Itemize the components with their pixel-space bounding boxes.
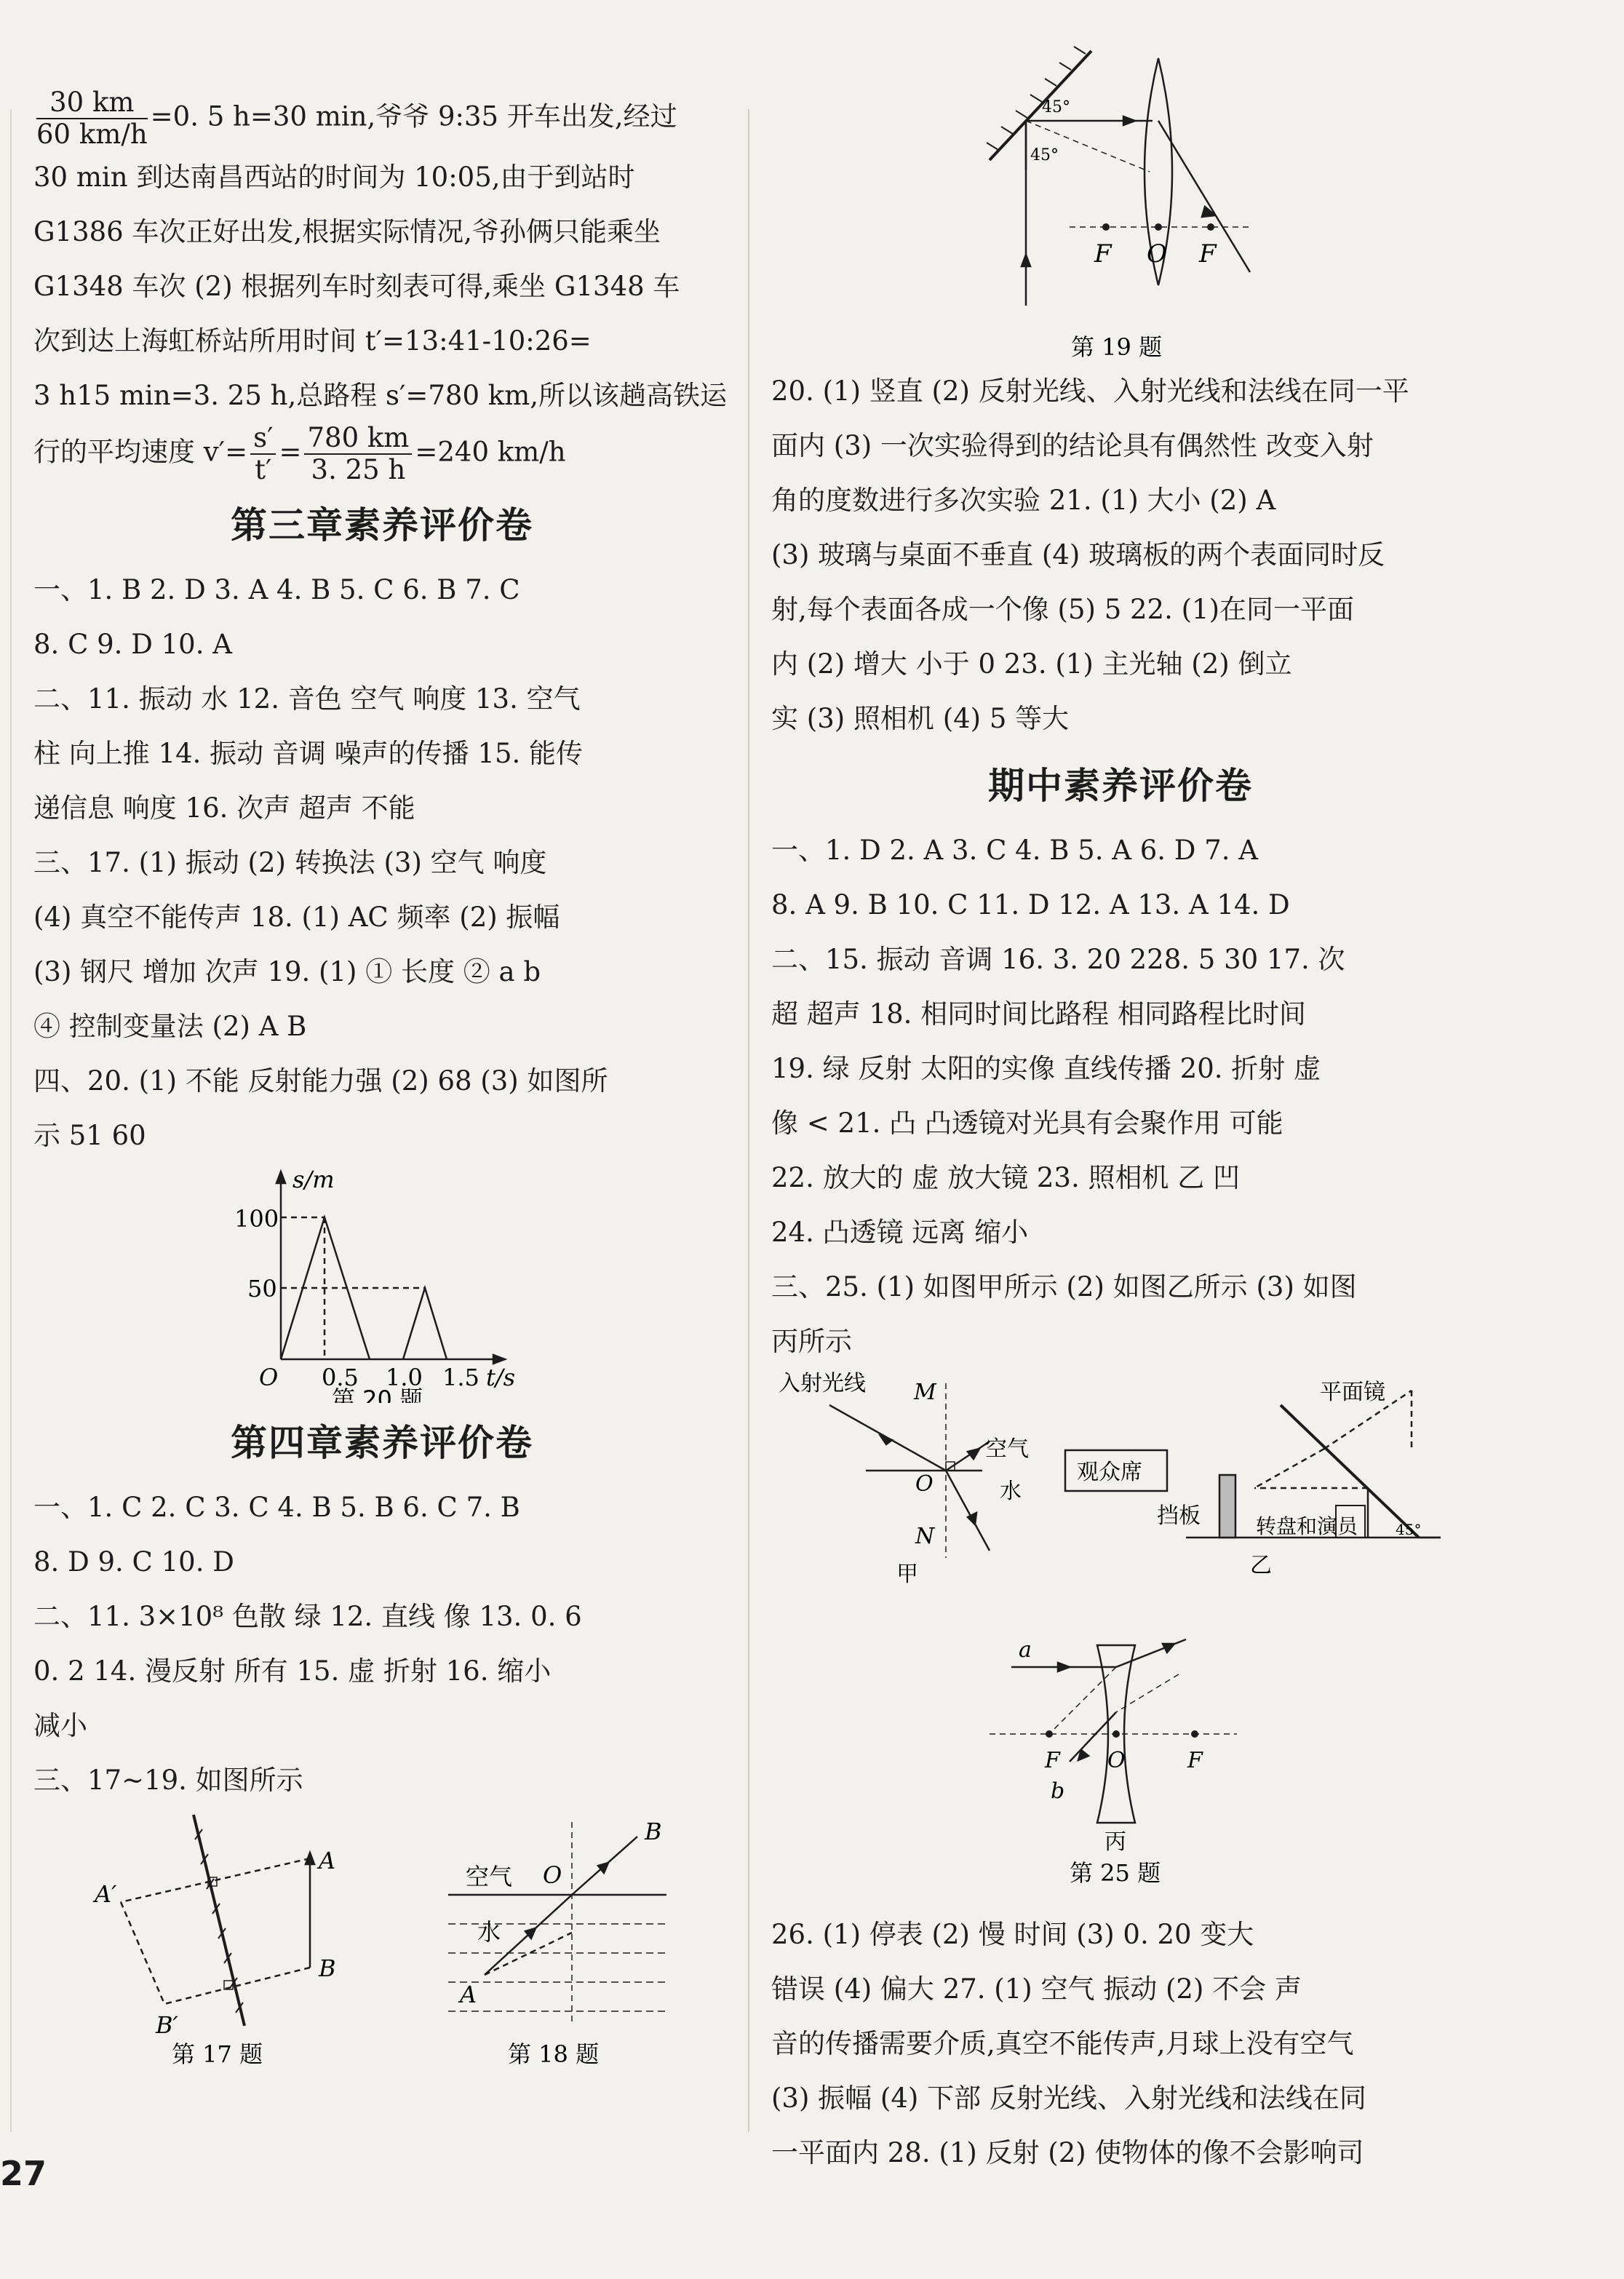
figure-19: [771, 15, 1470, 364]
figure-19-caption: 第 19 题: [1071, 333, 1163, 361]
r-line-5: 内 (2) 增大 小于 0 23. (1) 主光轴 (2) 倒立: [771, 648, 1292, 680]
figure-25: [771, 1369, 1470, 1907]
label-air-jia: 空气: [985, 1436, 1029, 1462]
figure-20-graph: [33, 1163, 731, 1403]
label-b: b: [1051, 1778, 1065, 1804]
ch3-line-2: 二、11. 振动 水 12. 音色 空气 响度 13. 空气: [33, 683, 581, 715]
mid-line-3: 超 超声 18. 相同时间比路程 相同路程比时间: [771, 998, 1306, 1030]
mid-b-line-1: 错误 (4) 偏大 27. (1) 空气 振动 (2) 不会 声: [771, 1973, 1302, 2005]
left-margin-rule: [10, 109, 12, 2132]
mid-b-line-3: (3) 振幅 (4) 下部 反射光线、入射光线和法线在同: [771, 2083, 1366, 2114]
r-line-6: 实 (3) 照相机 (4) 5 等大: [771, 703, 1070, 734]
ch4-line-0: 一、1. C 2. C 3. C 4. B 5. B 6. C 7. B: [33, 1492, 520, 1523]
label-B-prime: B′: [156, 2011, 178, 2039]
fraction-time: $\frac{30 km}{60 km/h}$: [36, 87, 148, 150]
figure-18-caption: 第 18 题: [508, 2040, 600, 2068]
label-jia: 甲: [896, 1562, 918, 1587]
x-tick-1-0: 1.0: [386, 1364, 423, 1391]
figures-17-18-drawing: [33, 1807, 731, 2069]
mid-b-line-0: 26. (1) 停表 (2) 慢 时间 (3) 0. 20 变大: [771, 1919, 1254, 1950]
label-stage: 转盘和演员: [1256, 1514, 1358, 1538]
label-water-jia: 水: [1000, 1479, 1022, 1504]
ch3-line-9: 四、20. (1) 不能 反射能力强 (2) 68 (3) 如图所: [33, 1065, 608, 1097]
figure-25-jia: [829, 1383, 990, 1558]
y-tick-50: 50: [247, 1275, 277, 1302]
mid-line-2: 二、15. 振动 音调 16. 3. 20 228. 5 30 17. 次: [771, 944, 1345, 975]
label-A-prime: A′: [95, 1880, 117, 1908]
figure-17: [121, 1815, 314, 2026]
mid-line-7: 24. 凸透镜 远离 缩小: [771, 1217, 1029, 1248]
mid-b-line-4: 一平面内 28. (1) 反射 (2) 使物体的像不会影响司: [771, 2137, 1364, 2168]
y-axis-arrow: [276, 1172, 285, 1183]
fraction-780: $\frac{780 km}{3. 25 h}$: [304, 423, 412, 485]
figure-25-bing: [990, 1639, 1237, 1823]
ch4-line-3: 0. 2 14. 漫反射 所有 15. 虚 折射 16. 缩小: [33, 1655, 552, 1687]
mid-line-9: 丙所示: [771, 1326, 852, 1357]
ch4-line-2: 二、11. 3×10⁸ 色散 绿 12. 直线 像 13. 0. 6: [33, 1601, 582, 1632]
figure-25-caption: 第 25 题: [1070, 1859, 1161, 1887]
mid-line-5: 像 < 21. 凸 凸透镜对光具有会聚作用 可能: [771, 1107, 1283, 1139]
label-F-right: F: [1187, 1748, 1203, 1773]
label-M: M: [914, 1380, 936, 1405]
r-line-4: 射,每个表面各成一个像 (5) 5 22. (1)在同一平面: [771, 594, 1355, 625]
r-line-2: 角的度数进行多次实验 21. (1) 大小 (2) A: [771, 485, 1276, 516]
mid-line-8: 三、25. (1) 如图甲所示 (2) 如图乙所示 (3) 如图: [771, 1271, 1357, 1302]
ch3-line-5: 三、17. (1) 振动 (2) 转换法 (3) 空气 响度: [33, 847, 547, 878]
r-line-1: 面内 (3) 一次实验得到的结论具有偶然性 改变入射: [771, 430, 1374, 461]
figure-20-caption: 第 20 题: [332, 1385, 423, 1403]
angle-label-2: 45°: [1030, 146, 1059, 164]
y-axis-label: s/m: [292, 1166, 335, 1193]
second-echo-path: [403, 1288, 447, 1359]
label-A: A: [319, 1847, 336, 1874]
midterm-title: 期中素养评价卷: [988, 765, 1253, 807]
origin-label: O: [259, 1364, 279, 1391]
ch4-line-1: 8. D 9. C 10. D: [33, 1546, 234, 1578]
label-yi: 乙: [1250, 1553, 1272, 1578]
baffle: [1219, 1475, 1235, 1538]
mid-line-4: 19. 绿 反射 太阳的实像 直线传播 20. 折射 虚: [771, 1053, 1321, 1084]
r-line-0: 20. (1) 竖直 (2) 反射光线、入射光线和法线在同一平: [771, 375, 1409, 407]
mid-b-line-2: 音的传播需要介质,真空不能传声,月球上没有空气: [771, 2028, 1354, 2059]
x-axis-label: t/s: [486, 1364, 516, 1391]
ch3-line-3: 柱 向上推 14. 振动 音调 噪声的传播 15. 能传: [33, 738, 584, 769]
r-line-3: (3) 玻璃与桌面不垂直 (4) 玻璃板的两个表面同时反: [771, 539, 1385, 570]
label-a: a: [1019, 1637, 1032, 1663]
ch3-line-7: (3) 钢尺 增加 次声 19. (1) ① 长度 ② a b: [33, 956, 541, 987]
mid-line-6: 22. 放大的 虚 放大镜 23. 照相机 乙 凹: [771, 1162, 1241, 1193]
label-water: 水: [477, 1918, 501, 1946]
ch3-line-1: 8. C 9. D 10. A: [33, 629, 232, 660]
right-column: [771, 15, 1470, 2180]
x-tick-0-5: 0.5: [322, 1364, 359, 1391]
mirror-line: [194, 1815, 244, 2026]
ch3-line-6: (4) 真空不能传声 18. (1) AC 频率 (2) 振幅: [33, 902, 560, 933]
figure-19-drawing: [771, 15, 1470, 364]
intro-line-0: $\frac{30 km}{60 km/h}$ =0. 5 h=30 min,爷爷 9:35 开车出发,经过: [36, 87, 677, 150]
ch3-line-4: 递信息 响度 16. 次声 超声 不能: [33, 792, 415, 824]
label-bing: 丙: [1104, 1829, 1126, 1855]
intro-line-5: 3 h15 min=3. 25 h,总路程 s′=780 km,所以该趟高铁运: [33, 380, 728, 411]
ch3-line-0: 一、1. B 2. D 3. A 4. B 5. C 6. B 7. C: [33, 574, 520, 605]
mid-line-0: 一、1. D 2. A 3. C 4. B 5. A 6. D 7. A: [771, 835, 1258, 866]
mirror-19: [990, 51, 1091, 160]
intro-line-3: G1348 车次 (2) 根据列车时刻表可得,乘坐 G1348 车: [33, 271, 680, 302]
label-mirror: 平面镜: [1320, 1380, 1385, 1405]
ch4-line-4: 减小: [33, 1710, 87, 1741]
label-board: 挡板: [1157, 1503, 1201, 1529]
label-O-jia: O: [915, 1471, 934, 1497]
label-N: N: [915, 1524, 935, 1549]
focus-right-19: F: [1199, 239, 1217, 269]
label-O: O: [543, 1861, 562, 1889]
label-F-left: F: [1045, 1748, 1060, 1773]
fraction-s-t: $\frac{s'}{t'}$: [250, 423, 276, 485]
label-B: B: [319, 1954, 336, 1982]
intro-line-1: 30 min 到达南昌西站的时间为 10:05,由于到站时: [33, 162, 635, 193]
page-number: 27: [0, 2154, 47, 2193]
reflected-ray-jia: [946, 1441, 990, 1471]
column-divider: [748, 109, 749, 2132]
label-B-18: B: [645, 1818, 662, 1845]
figure-20: [33, 1163, 731, 1403]
chapter3-title: 第三章素养评价卷: [231, 504, 533, 546]
label-O-bing: O: [1107, 1748, 1126, 1773]
label-A-18: A: [460, 1981, 477, 2008]
figure-25-drawing: [771, 1369, 1470, 1907]
refracted-ray-jia: [946, 1471, 990, 1551]
chapter4-title: 第四章素养评价卷: [231, 1422, 533, 1464]
ch4-line-5: 三、17~19. 如图所示: [33, 1765, 303, 1796]
label-incident: 入射光线: [779, 1371, 866, 1396]
x-tick-1-5: 1.5: [442, 1364, 479, 1391]
figures-17-18: [33, 1807, 731, 2069]
center-19: O: [1147, 239, 1167, 269]
y-tick-100: 100: [234, 1205, 279, 1233]
intro-line-4: 次到达上海虹桥站所用时间 t′=13:41-10:26=: [33, 325, 592, 357]
mid-line-1: 8. A 9. B 10. C 11. D 12. A 13. A 14. D: [771, 889, 1290, 920]
x-axis-arrow: [493, 1355, 505, 1364]
label-45: 45°: [1396, 1521, 1422, 1538]
angle-label-1: 45°: [1042, 98, 1070, 116]
left-column: [33, 87, 731, 2069]
label-air: 空气: [466, 1863, 513, 1890]
figure-17-caption: 第 17 题: [172, 2040, 263, 2068]
guide-A: [121, 1858, 310, 1902]
focus-left-19: F: [1094, 239, 1112, 269]
intro-speed-line: 行的平均速度 v′= $\frac{s'}{t'}$ = $\frac{780 km}{3. 25 h}$ =240 km/h: [33, 422, 566, 485]
ch3-line-10: 示 51 60: [33, 1120, 146, 1151]
label-audience: 观众席: [1077, 1460, 1142, 1485]
intro-line-2: G1386 车次正好出发,根据实际情况,爷孙俩只能乘坐: [33, 216, 661, 247]
ch3-line-8: ④ 控制变量法 (2) A B: [33, 1011, 307, 1042]
image-AB: [121, 1902, 164, 2004]
